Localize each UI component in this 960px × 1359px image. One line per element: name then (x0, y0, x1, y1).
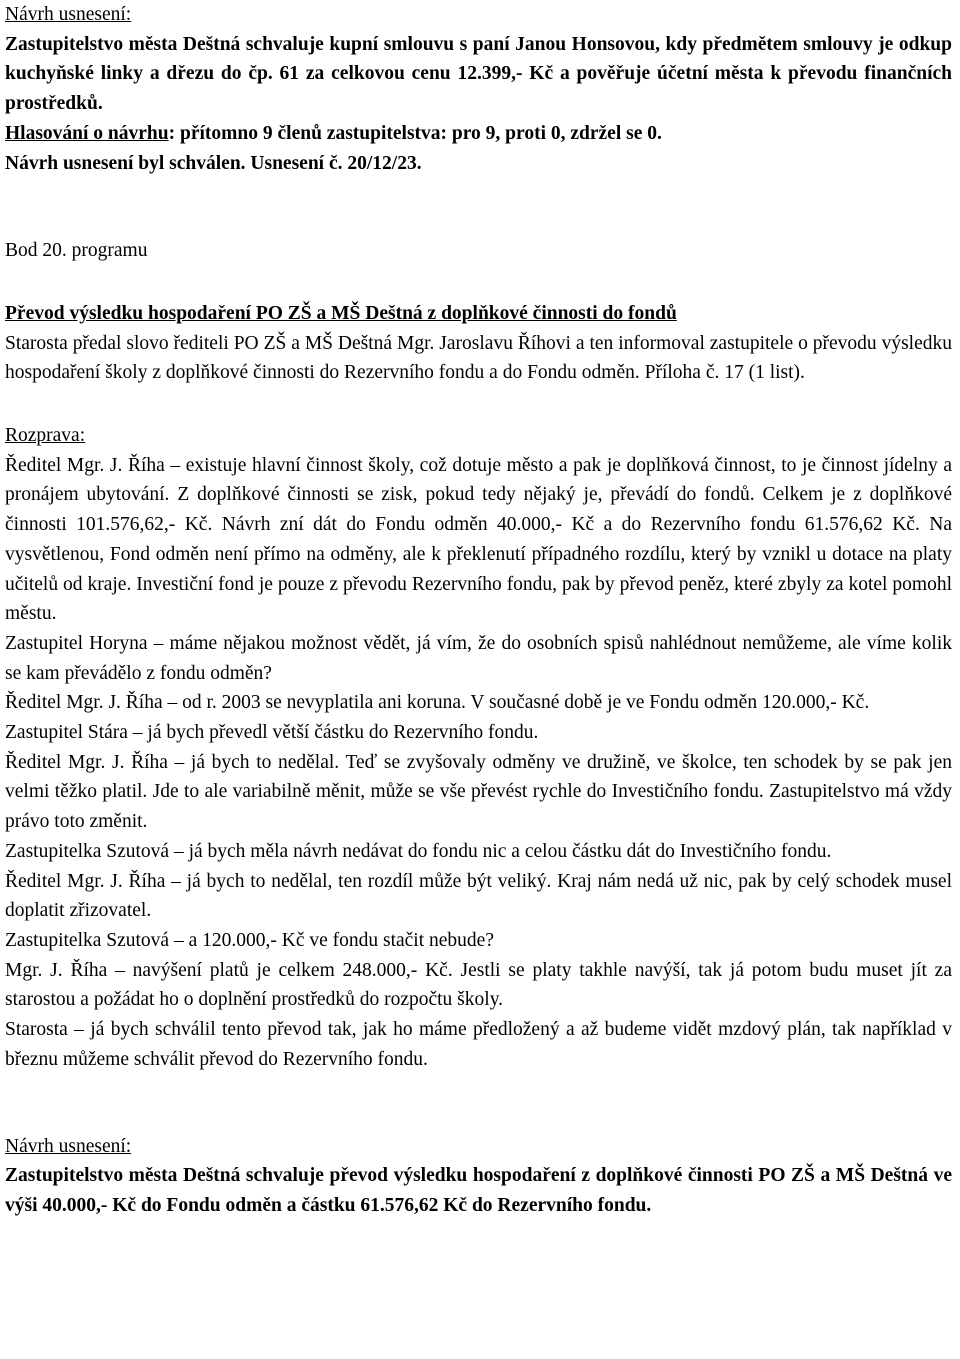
vote-line (5, 119, 952, 149)
agenda-item-title: Převod výsledku hospodaření PO ZŠ a MŠ Deštná z doplňkové činnosti do fondů (5, 302, 677, 324)
resolution-text: Zastupitelstvo města Deštná schvaluje kupní smlouvu s paní Janou Honsovou, kdy předmětem smlouvy je odkup kuchyňské linky a dřezu do čp. 61 za celkovou cenu 12.399,- Kč a pověřuje účetní města k převodu finančních prostředků. (5, 33, 952, 115)
resolution-result: Návrh usnesení byl schválen. Usnesení č. 20/12/23. (5, 152, 422, 174)
vote-text: : přítomno 9 členů zastupitelstva: pro 9, proti 0, zdržel se 0. (168, 122, 662, 144)
resolution-heading: Návrh usnesení: (5, 4, 132, 25)
agenda-item-number: Bod 20. programu (5, 240, 148, 262)
discussion-paragraph: Ředitel Mgr. J. Říha – od r. 2003 se nevyplatila ani koruna. V současné době je ve Fondu odměn 120.000,- Kč. (5, 692, 870, 714)
discussion-paragraph: Ředitel Mgr. J. Říha – já bych to nedělal. Teď se zvyšovaly odměny ve družině, ve školce, ten schodek by se pak jen velmi těžko platil. Jde to ale variabilně měnit, může se vše převést rychle do Investičního fondu. Zastupitelstvo má vždy právo toto změnit. (5, 751, 952, 833)
agenda-item-intro: Starosta předal slovo řediteli PO ZŠ a MŠ Deštná Mgr. Jaroslavu Říhovi a ten informoval zastupitele o převodu výsledku hospodaření školy z doplňkové činnosti do Rezervního fondu a do Fondu odměn. Příloha č. 17 (1 list). (5, 332, 952, 384)
spacer (5, 266, 952, 299)
discussion-paragraph: Zastupitelka Szutová – a 120.000,- Kč ve fondu stačit nebude? (5, 929, 494, 951)
discussion-paragraph: Zastupitel Horyna – máme nějakou možnost vědět, já vím, že do osobních spisů nahlédnout nemůžeme, ale víme kolik se kam převádělo z fondu odměn? (5, 632, 952, 684)
spacer (5, 388, 952, 421)
discussion-paragraph: Zastupitel Stára – já bych převedl větší částku do Rezervního fondu. (5, 722, 539, 744)
resolution-heading: Návrh usnesení: (5, 1135, 132, 1157)
discussion-paragraph: Zastupitelka Szutová – já bych měla návrh nedávat do fondu nic a celou částku dát do Investičního fondu. (5, 840, 832, 862)
spacer (5, 178, 952, 236)
discussion-heading: Rozprava: (5, 425, 86, 447)
resolution-text: Zastupitelstvo města Deštná schvaluje převod výsledku hospodaření z doplňkové činnosti PO ZŠ a MŠ Deštná ve výši 40.000,- Kč do Fondu odměn a částku 61.576,62 Kč do Rezervního fondu. (5, 1165, 952, 1216)
discussion-paragraph: Ředitel Mgr. J. Říha – existuje hlavní činnost školy, což dotuje město a pak je doplňková činnost, to je činnost jídelny a pronájem ubytování. Z doplňkové činnosti se zisk, pokud tedy nějaký je, převádí do fondů. Celkem je z doplňkové činnosti 101.576,62,- Kč. Návrh zní dát do Fondu odměn 40.000,- Kč a do Rezervního fondu 61.576,62 Kč. Na vysvětlenou, Fond odměn není přímo na odměny, ale k překlenutí případného rozdílu, který by vznikl u dotace na platy učitelů od kraje. Investiční fond je pouze z převodu Rezervního fondu, pak by převod peněz, které zbyly za kotel pomohl městu. (5, 454, 952, 625)
discussion-paragraph: Starosta – já bych schválil tento převod tak, jak ho máme předložený a až budeme vidět mzdový plán, tak například v březnu můžeme schválit převod do Rezervního fondu. (5, 1019, 952, 1070)
spacer (5, 1075, 952, 1132)
discussion-paragraph: Ředitel Mgr. J. Říha – já bych to nedělal, ten rozdíl může být veliký. Kraj nám nedá už nic, pak by celý schodek musel doplatit zřizovatel. (5, 870, 952, 922)
vote-label: Hlasování o návrhu (5, 122, 169, 144)
discussion-paragraph: Mgr. J. Říha – navýšení platů je celkem 248.000,- Kč. Jestli se platy takhle navýší, tak já potom budu muset jít za starostou a požádat ho o doplnění prostředků do rozpočtu školy. (5, 959, 952, 1011)
